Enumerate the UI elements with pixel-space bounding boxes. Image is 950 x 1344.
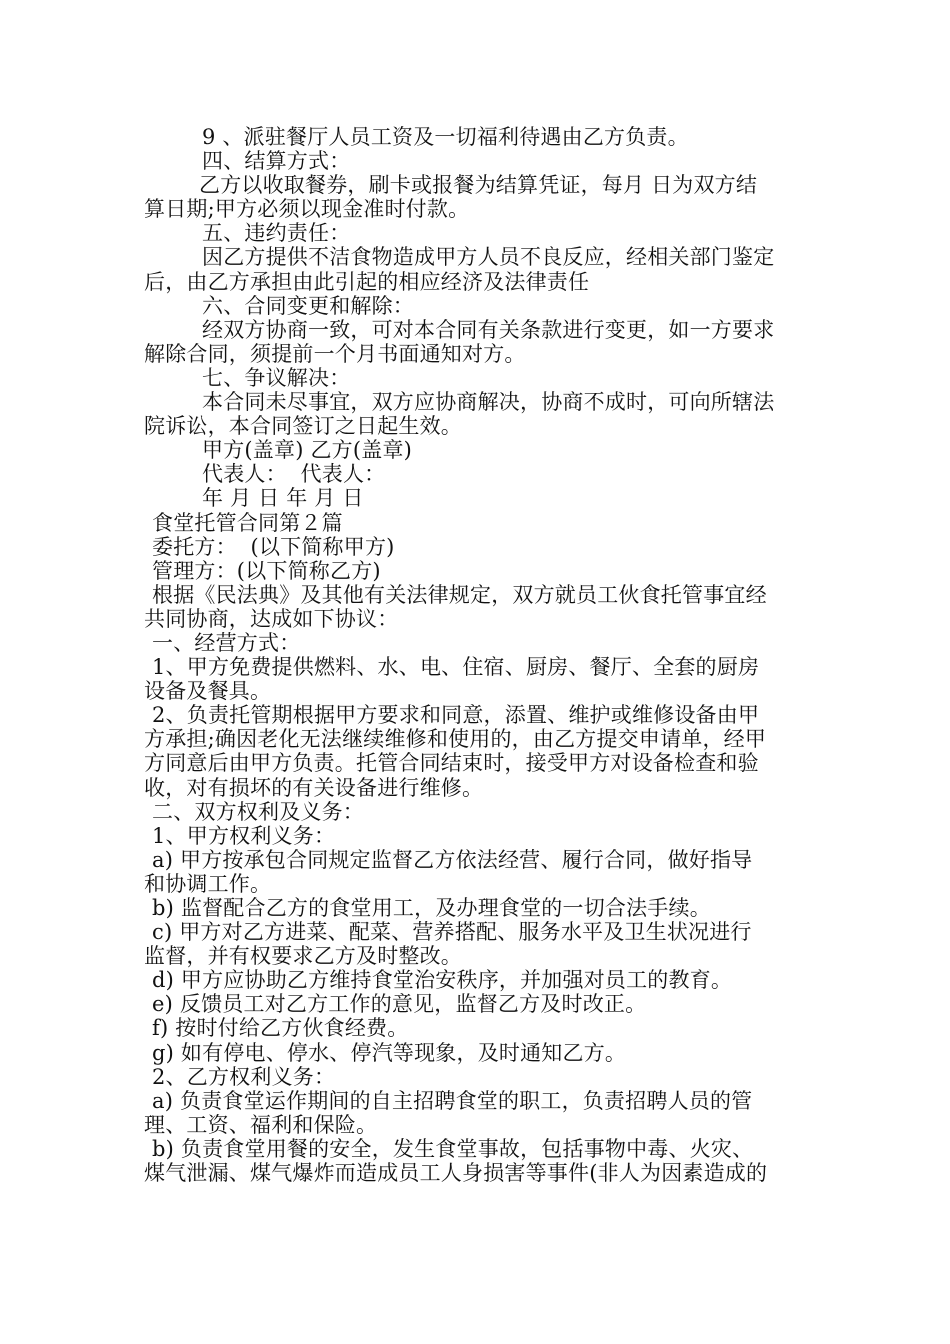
text-line: 根据《民法典》及其他有关法律规定，双方就员工伙食托管事宜经 (152, 582, 767, 607)
text-line: 收，对有损坏的有关设备进行维修。 (144, 775, 484, 800)
text-line: 共同协商，达成如下协议： (144, 606, 399, 631)
text-line: c) 甲方对乙方进菜、配菜、营养搭配、服务水平及卫生状况进行 (152, 920, 752, 945)
text-line: 管理方：(以下简称乙方) (152, 558, 381, 583)
text-line: 食堂托管合同第２篇 (152, 510, 343, 535)
text-line: 解除合同，须提前一个月书面通知对方。 (144, 341, 526, 366)
text-line: 和协调工作。 (144, 871, 272, 896)
text-line: 因乙方提供不洁食物造成甲方人员不良反应，经相关部门鉴定 (202, 245, 775, 270)
text-line: b) 监督配合乙方的食堂用工，及办理食堂的一切合法手续。 (152, 896, 711, 920)
text-line: 算日期;甲方必须以现金准时付款。 (144, 197, 470, 222)
text-line: 经双方协商一致，可对本合同有关条款进行变更，如一方要求 (202, 317, 775, 342)
text-line: a) 甲方按承包合同规定监督乙方依法经营、履行合同，做好指导 (152, 847, 753, 872)
text-line: 年 月 日 年 月 日 (202, 486, 364, 511)
text-line: 2、乙方权利义务： (152, 1064, 336, 1089)
text-line: 9 、派驻餐厅人员工资及一切福利待遇由乙方负责。 (202, 125, 689, 149)
text-line: 二、双方权利及义务： (152, 799, 364, 824)
text-line: e) 反馈员工对乙方工作的意见，监督乙方及时改正。 (152, 992, 647, 1017)
text-line: 代表人： 代表人： (202, 462, 386, 487)
text-line: 设备及餐具。 (144, 679, 272, 704)
text-line: 七、争议解决： (202, 365, 351, 390)
text-line: 2、负责托管期根据甲方要求和同意，添置、维护或维修设备由甲 (152, 703, 760, 728)
text-line: 1、甲方权利义务： (152, 823, 336, 848)
text-line: 后，由乙方承担由此引起的相应经济及法律责任 (144, 269, 590, 294)
text-line: 1、甲方免费提供燃料、水、电、住宿、厨房、餐厅、全套的厨房 (152, 655, 760, 680)
text-line: 方承担;确因老化无法继续维修和使用的，由乙方提交申请单，经甲 (144, 727, 767, 752)
text-line: 院诉讼，本合同签订之日起生效。 (144, 414, 462, 439)
text-line: 一、经营方式： (152, 630, 301, 655)
text-line: 委托方： (以下简称甲方) (152, 534, 395, 559)
document-body (144, 125, 812, 1185)
text-line: 六、合同变更和解除： (202, 293, 414, 318)
text-line: 五、违约责任： (202, 221, 351, 246)
text-line: 甲方(盖章) 乙方(盖章) (202, 438, 413, 463)
text-line: 四、结算方式： (202, 149, 351, 174)
text-line: 理、工资、福利和保险。 (144, 1112, 378, 1137)
text-line: g) 如有停电、停水、停汽等现象，及时通知乙方。 (152, 1040, 627, 1065)
text-line: 方同意后由甲方负责。托管合同结束时，接受甲方对设备检查和验 (144, 751, 759, 776)
text-line: 监督，并有权要求乙方及时整改。 (144, 944, 462, 969)
text-line: f) 按时付给乙方伙食经费。 (152, 1016, 409, 1041)
text-line: d) 甲方应协助乙方维持食堂治安秩序，并加强对员工的教育。 (152, 968, 733, 993)
text-line: 煤气泄漏、煤气爆炸而造成员工人身损害等事件(非人为因素造成的 (144, 1161, 768, 1186)
text-line: b) 负责食堂用餐的安全，发生食堂事故，包括事物中毒、火灾、 (152, 1136, 754, 1161)
text-line: a) 负责食堂运作期间的自主招聘食堂的职工，负责招聘人员的管 (152, 1088, 753, 1113)
text-line: 乙方以收取餐券，刷卡或报餐为结算凭证，每月 日为双方结 (199, 173, 758, 198)
text-line: 本合同未尽事宜，双方应协商解决，协商不成时，可向所辖法 (202, 390, 775, 415)
